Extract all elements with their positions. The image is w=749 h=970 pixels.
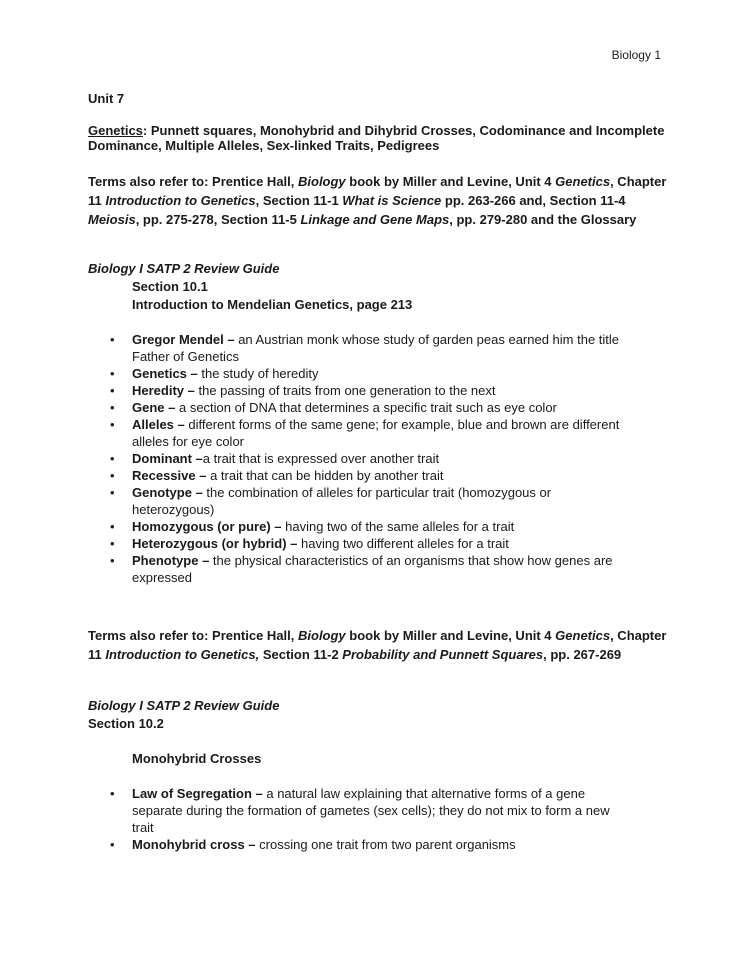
section-number-2: Section 10.2 (88, 716, 164, 731)
ref2-text: , Chapter 11 (88, 628, 667, 662)
term: Gene – (132, 400, 176, 415)
terms-list-1 (88, 331, 668, 586)
ref1-text: , pp. 279-280 and the Glossary (449, 212, 637, 227)
term: Genotype – (132, 485, 203, 500)
ref2-text: book by Miller and Levine, Unit 4 (345, 628, 556, 643)
term: Gregor Mendel – (132, 332, 235, 347)
review-guide-title-1: Biology I SATP 2 Review Guide (88, 261, 280, 276)
definition: the combination of alleles for particular trait (homozygous or heterozygous) (132, 485, 552, 517)
definition: crossing one trait from two parent organisms (255, 837, 516, 852)
list-item (88, 836, 668, 853)
term: Homozygous (or pure) – (132, 519, 282, 534)
definition: a natural law explaining that alternative forms of a gene separate during the formation of gametes (sex cells); they do not mix to form a new trait (132, 786, 610, 835)
list-item (88, 535, 668, 552)
definition: the passing of traits from one generation to the next (194, 383, 496, 398)
ref1-italic: Linkage and Gene Maps (300, 212, 450, 227)
term: Monohybrid cross – (132, 837, 256, 852)
ref1-italic: Meiosis (88, 212, 136, 227)
ref1-text: Terms also refer to: Prentice Hall, (88, 174, 298, 189)
definition: a trait that can be hidden by another trait (206, 468, 444, 483)
ref1-text: , Section 11-1 (255, 193, 343, 208)
list-item (88, 331, 668, 365)
reference-paragraph-1 (88, 172, 668, 229)
ref1-text: book by Miller and Levine, Unit 4 (345, 174, 556, 189)
term: Heredity – (132, 383, 195, 398)
list-item (88, 484, 668, 518)
ref2-italic: Introduction to Genetics, (105, 647, 260, 662)
definition: a section of DNA that determines a specific trait such as eye color (175, 400, 557, 415)
ref2-italic: Biology (298, 628, 346, 643)
ref1-italic: What is Science (342, 193, 442, 208)
list-item (88, 785, 668, 836)
ref2-text: Terms also refer to: Prentice Hall, (88, 628, 298, 643)
term: Phenotype – (132, 553, 210, 568)
term: Dominant – (132, 451, 203, 466)
term: Alleles – (132, 417, 185, 432)
list-item (88, 382, 668, 399)
definition: the study of heredity (197, 366, 319, 381)
list-item (88, 552, 668, 586)
ref1-italic: Introduction to Genetics (105, 193, 256, 208)
definition: different forms of the same gene; for example, blue and brown are different alleles for eye color (132, 417, 620, 449)
ref2-text: Section 11-2 (259, 647, 343, 662)
term: Law of Segregation – (132, 786, 263, 801)
term: Recessive – (132, 468, 207, 483)
definition: the physical characteristics of an organisms that show how genes are expressed (132, 553, 613, 585)
ref1-text: , Chapter 11 (88, 174, 667, 208)
definition: an Austrian monk whose study of garden peas earned him the title Father of Genetics (132, 332, 620, 364)
ref1-italic: Genetics (555, 174, 611, 189)
section-subtitle-2: Monohybrid Crosses (132, 751, 262, 766)
list-item (88, 450, 668, 467)
definition: a trait that is expressed over another trait (202, 451, 440, 466)
topic-text: : Punnett squares, Monohybrid and Dihybrid Crosses, Codominance and Incomplete Dominance, Multiple Alleles, Sex-linked Traits, Pedigrees (88, 123, 665, 153)
list-item (88, 467, 668, 484)
term: Heterozygous (or hybrid) – (132, 536, 298, 551)
terms-list-2 (88, 785, 668, 853)
section-subtitle-1: Introduction to Mendelian Genetics, page 213 (132, 297, 413, 312)
list-item (88, 518, 668, 535)
section-number-1: Section 10.1 (132, 279, 208, 294)
term: Genetics – (132, 366, 198, 381)
page-header: Biology 1 (611, 48, 661, 62)
ref2-italic: Probability and Punnett Squares (342, 647, 544, 662)
unit-heading: Unit 7 (88, 91, 125, 106)
list-item (88, 365, 668, 382)
topic-line (88, 123, 668, 153)
review-guide-title-2: Biology I SATP 2 Review Guide (88, 698, 280, 713)
ref1-text: pp. 263-266 and, Section 11-4 (441, 193, 626, 208)
list-item (88, 399, 668, 416)
ref2-text: , pp. 267-269 (543, 647, 622, 662)
definition: having two of the same alleles for a trait (281, 519, 515, 534)
ref1-text: , pp. 275-278, Section 11-5 (135, 212, 301, 227)
topic-label: Genetics (88, 123, 143, 138)
reference-paragraph-2 (88, 626, 668, 664)
definition: having two different alleles for a trait (297, 536, 509, 551)
ref1-italic: Biology (298, 174, 346, 189)
list-item (88, 416, 668, 450)
ref2-italic: Genetics (555, 628, 611, 643)
